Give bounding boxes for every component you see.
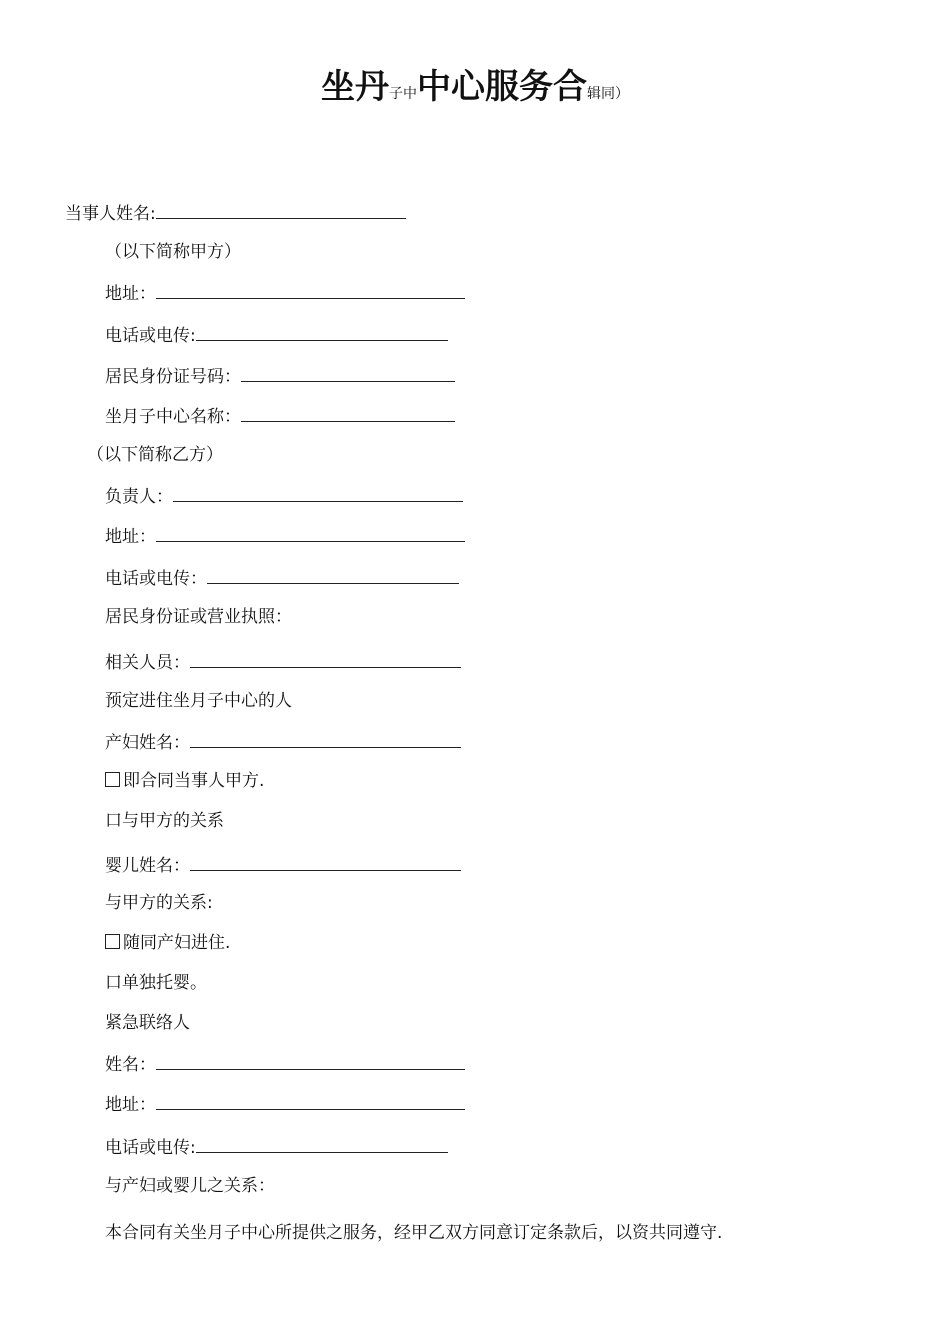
document-title: 坐丹子中中心服务合辑同）: [321, 67, 629, 107]
option-relation-to-a[interactable]: 口与甲方的关系: [105, 811, 224, 831]
party-b-license-label: 居民身份证或营业执照：: [105, 607, 292, 627]
option-with-mother[interactable]: [105, 930, 230, 956]
party-a-id-label: 居民身份证号码：: [105, 367, 241, 387]
party-b-responsible-label: 负责人：: [105, 487, 173, 507]
ec-name-row: [105, 1050, 465, 1078]
party-a-name-row: [65, 199, 406, 227]
ec-address-label: 地址：: [105, 1095, 156, 1115]
party-a-phone-label: 电话或电传:: [105, 326, 196, 346]
checkbox[interactable]: [105, 934, 120, 949]
ec-phone-field[interactable]: [196, 1133, 448, 1153]
infant-name-field[interactable]: [190, 851, 461, 871]
scheduled-person-heading: 预定进住坐月子中心的人: [105, 691, 292, 711]
center-name-label: 坐月子中心名称：: [105, 407, 241, 427]
mother-name-label: 产妇姓名：: [105, 733, 190, 753]
option-with-mother-label: 随同产妇进住.: [123, 933, 231, 953]
party-b-responsible-row: [105, 482, 463, 510]
infant-relation-label: 与甲方的关系:: [105, 893, 213, 913]
center-name-row: [105, 402, 455, 430]
party-b-phone-field[interactable]: [207, 564, 459, 584]
ec-relation-label: 与产妇或婴儿之关系：: [105, 1176, 275, 1196]
party-b-note: （以下简称乙方）: [87, 445, 223, 465]
option-is-party-a-label: 即合同当事人甲方.: [123, 771, 265, 791]
center-name-field[interactable]: [241, 402, 455, 422]
party-a-name-label: 当事人姓名:: [65, 204, 156, 224]
option-alone[interactable]: 口单独托婴。: [105, 973, 207, 993]
ec-phone-label: 电话或电传:: [105, 1138, 196, 1158]
party-a-name-field[interactable]: [156, 199, 406, 219]
option-is-party-a[interactable]: [105, 768, 264, 794]
ec-address-field[interactable]: [156, 1090, 465, 1110]
mother-name-row: [105, 728, 461, 756]
infant-name-label: 婴儿姓名：: [105, 856, 190, 876]
party-b-address-label: 地址：: [105, 527, 156, 547]
party-a-id-row: [105, 362, 455, 390]
related-persons-field[interactable]: [190, 648, 461, 668]
party-b-phone-row: [105, 564, 459, 592]
party-a-address-label: 地址：: [105, 284, 156, 304]
party-a-note: （以下简称甲方）: [105, 242, 241, 262]
ec-address-row: [105, 1090, 465, 1118]
infant-name-row: [105, 851, 461, 879]
party-a-address-field[interactable]: [156, 279, 465, 299]
party-a-address-row: [105, 279, 465, 307]
related-persons-row: [105, 648, 461, 676]
emergency-contact-heading: 紧急联络人: [105, 1013, 190, 1033]
closing-statement: 本合同有关坐月子中心所提供之服务，经甲乙双方同意订定条款后，以资共同遵守.: [105, 1223, 723, 1243]
ec-name-field[interactable]: [156, 1050, 465, 1070]
related-persons-label: 相关人员：: [105, 653, 190, 673]
ec-phone-row: [105, 1133, 448, 1161]
party-a-id-field[interactable]: [241, 362, 455, 382]
mother-name-field[interactable]: [190, 728, 461, 748]
ec-name-label: 姓名：: [105, 1055, 156, 1075]
party-a-phone-field[interactable]: [196, 321, 448, 341]
party-a-phone-row: [105, 321, 448, 349]
party-b-address-row: [105, 522, 465, 550]
party-b-responsible-field[interactable]: [173, 482, 463, 502]
party-b-phone-label: 电话或电传：: [105, 569, 207, 589]
checkbox[interactable]: [105, 772, 120, 787]
party-b-address-field[interactable]: [156, 522, 465, 542]
